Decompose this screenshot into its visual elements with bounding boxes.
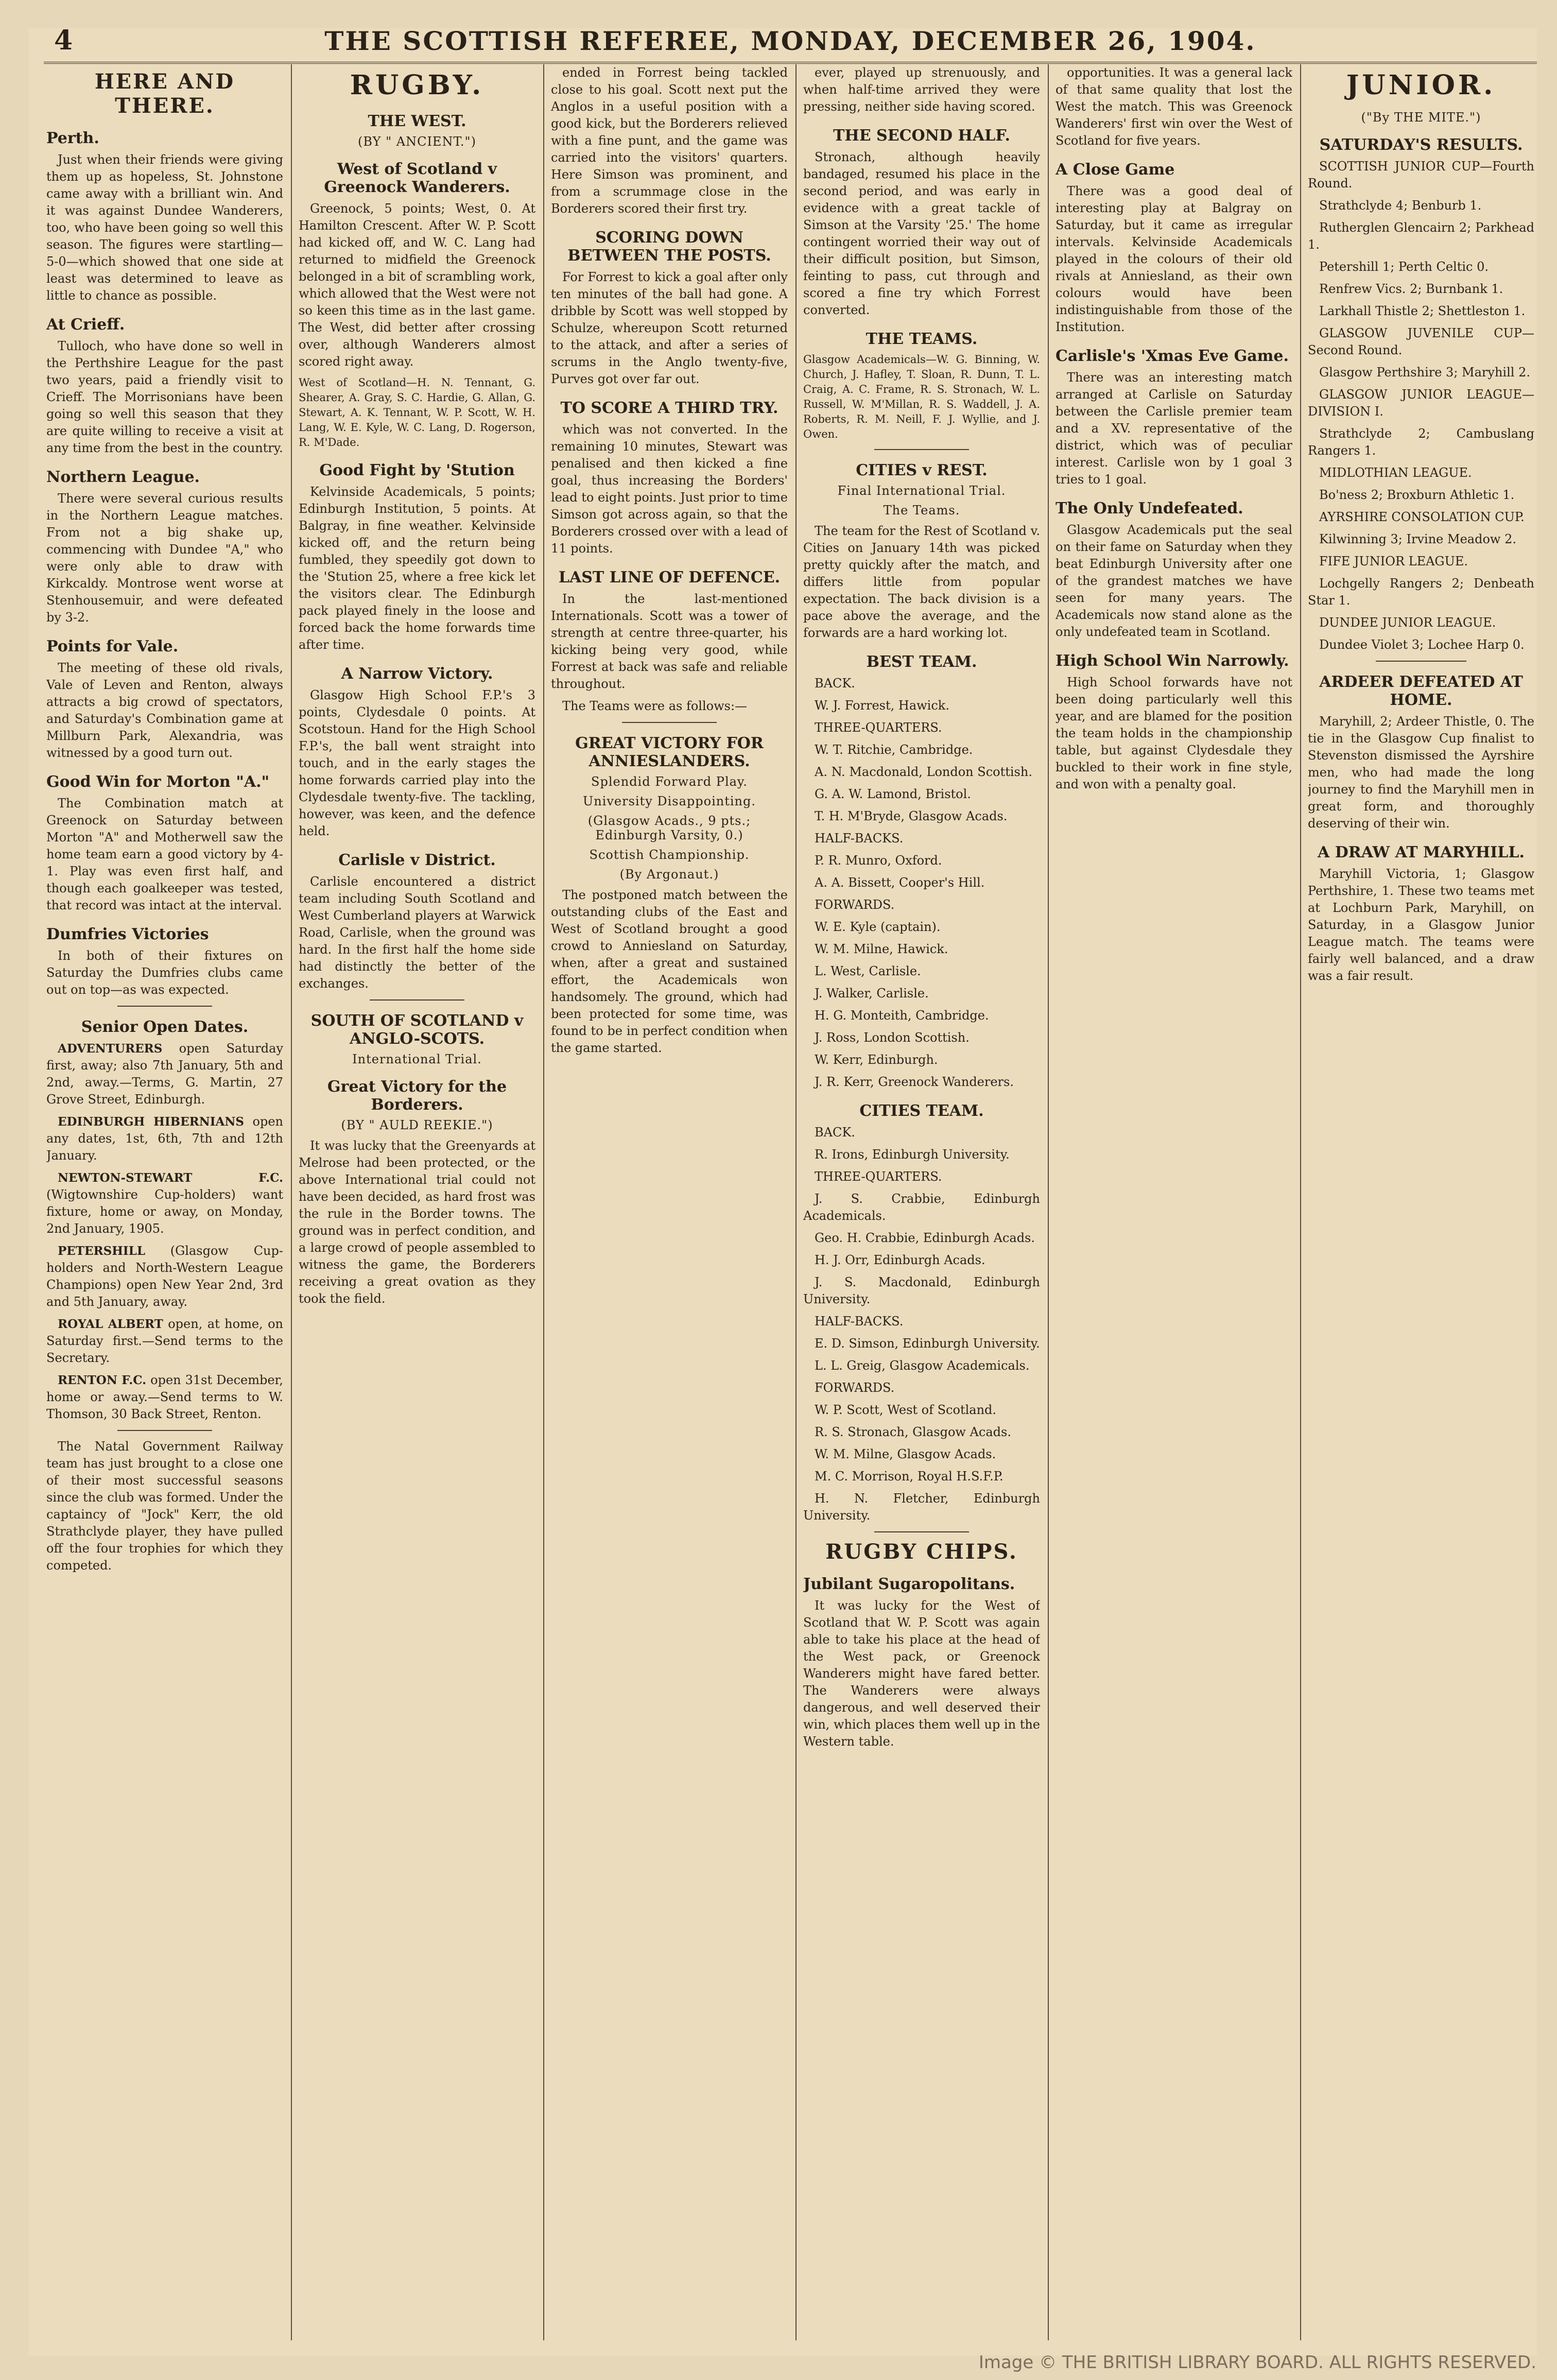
team-line: FORWARDS. (815, 898, 895, 912)
result-line: Larkhall Thistle 2; Shettleston 1. (1319, 304, 1526, 318)
team-line: R. Irons, Edinburgh University. (815, 1147, 1010, 1162)
article-subheading: International Trial. (352, 1052, 482, 1066)
ad-title: NEWTON-STEWART F.C. (58, 1171, 283, 1185)
column-rule (795, 64, 797, 2340)
article-heading: Great Victory for the Borderers. (327, 1078, 507, 1114)
team-line: G. A. W. Lamond, Bristol. (815, 787, 971, 801)
article-heading: CITIES v REST. (856, 461, 988, 479)
article-text: The postponed match between the outstanding clubs of the East and West of Scotland brought a good crowd to Anniesland on Saturday, when, after a great and sustained effort, the Academicals won handsomely. The ground, which had been protected for some time, was found to be in perfect condition when the game started. (551, 888, 788, 1055)
result-line: DUNDEE JUNIOR LEAGUE. (1319, 615, 1496, 630)
team-line: J. Ross, London Scottish. (815, 1030, 970, 1045)
article-text: Maryhill, 2; Ardeer Thistle, 0. The tie in the Glasgow Cup finalist to Stevenston dismissed the Ayrshire men, who had made the long journey to find the Maryhill men in great form, and thoroughly deserving of their win. (1308, 714, 1534, 831)
team-line: BACK. (815, 676, 855, 691)
article-heading: West of Scotland v Greenock Wanderers. (324, 160, 510, 196)
divider (117, 1006, 212, 1007)
article-heading: Dumfries Victories (46, 925, 209, 943)
article-subheading: Splendid Forward Play. (591, 774, 748, 789)
article-text: Glasgow High School F.P.'s 3 points, Clydesdale 0 points. At Scotstoun. Hand for the High School F.P.'s, the ball went straight into touch, and in the early stages the home forwards carried play into the Clydesdale twenty-five. The tackling, however, was keen, and the defence held. (299, 688, 535, 838)
team-line: THREE-QUARTERS. (815, 1169, 942, 1184)
ad-text: (Wigtownshire Cup-holders) want fixture, home or away, on Monday, 2nd January, 1905. (46, 1187, 283, 1236)
result-line: Petershill 1; Perth Celtic 0. (1319, 260, 1489, 274)
divider (622, 722, 717, 723)
team-line: P. R. Munro, Oxford. (815, 853, 942, 868)
team-heading: BEST TEAM. (866, 653, 977, 671)
team-line: L. West, Carlisle. (815, 964, 921, 978)
article-subheading: University Disappointing. (582, 794, 756, 808)
result-line: FIFE JUNIOR LEAGUE. (1319, 554, 1468, 568)
column-junior (1308, 64, 1534, 2340)
article-heading: A Close Game (1056, 161, 1175, 179)
result-line: Strathclyde 2; Cambuslang Rangers 1. (1308, 426, 1534, 458)
ad-title: PETERSHILL (58, 1244, 146, 1258)
team-line: M. C. Morrison, Royal H.S.F.P. (815, 1469, 1004, 1484)
article-text: The meeting of these old rivals, Vale of Leven and Renton, always attracts a big crowd of spectators, and Saturday's Combination game at Millburn Park, Alexandria, was witnessed by a good turn out. (46, 661, 283, 760)
divider (1376, 661, 1466, 662)
article-text: opportunities. It was a general lack of that same quality that lost the West the match. This was Greenock Wanderers' first win over the West of Scotland for five years. (1056, 65, 1292, 148)
article-heading: Good Win for Morton "A." (46, 773, 270, 791)
team-line: A. N. Macdonald, London Scottish. (815, 765, 1032, 779)
byline: ("By THE MITE.") (1361, 110, 1481, 125)
result-line: AYRSHIRE CONSOLATION CUP. (1319, 510, 1525, 524)
team-line: H. N. Fletcher, Edinburgh University. (803, 1491, 1040, 1523)
team-list: West of Scotland—H. N. Tennant, G. Shearer, A. Gray, S. C. Hardie, G. Allan, G. Stewart, A. K. Tennant, W. P. Scott, W. H. Lang, W. E. Kyle, W. C. Lang, D. Rogerson, R. M'Dade. (299, 376, 535, 449)
article-text: Stronach, although heavily bandaged, resumed his place in the second period, and was early in evidence with a great tackle of Simson at the Varsity '25.' The home contingent worried their way out of their difficult position, but Simson, feinting to pass, cut through and scored a fine try which Forrest converted. (803, 150, 1040, 317)
classified-ad (46, 1113, 283, 1164)
article-text: In both of their fixtures on Saturday the Dumfries clubs came out on top—as was expected. (46, 948, 283, 997)
section-subheading: LAST LINE OF DEFENCE. (558, 568, 781, 587)
article-heading: Good Fight by 'Stution (319, 461, 515, 479)
article-text: There was an interesting match arranged at Carlisle on Saturday between the Carlisle premier team and a XV. representative of the district, which was of peculiar interest. Carlisle won by 1 goal 3 tries to 1 goal. (1056, 370, 1292, 487)
column-rugby (299, 64, 535, 2340)
best-team-list (803, 675, 1040, 1091)
article-text: Just when their friends were giving them up as hopeless, St. Johnstone came away with a brilliant win. And it was against Dundee Wanderers, too, who have been going so well this season. The figures were startling—5-0—which showed that one side at least was determined to leave as little to chance as possible. (46, 152, 283, 303)
newspaper-title: THE SCOTTISH REFEREE, MONDAY, DECEMBER 26, 1904. (324, 26, 1256, 56)
article-text: The Combination match at Greenock on Saturday between Morton "A" and Motherwell saw the home team earn a good victory by 4-1. Play was even first half, and though each goalkeeper was tested, that record was intact at the interval. (46, 796, 283, 912)
team-line: W. M. Milne, Glasgow Acads. (815, 1447, 996, 1461)
byline: (BY " AULD REEKIE.") (341, 1118, 493, 1132)
team-line: W. T. Ritchie, Cambridge. (815, 743, 973, 757)
team-line: H. J. Orr, Edinburgh Acads. (815, 1253, 985, 1267)
team-line: J. S. Macdonald, Edinburgh University. (803, 1275, 1040, 1306)
article-text: High School forwards have not been doing particularly well this year, and are blamed for the position the team holds in the championship table, but against Clydesdale they buckled to their work in fine style, and won with a penalty goal. (1056, 675, 1292, 791)
ad-text: open 31st December, home or away.—Send terms to W. Thomson, 30 Back Street, Renton. (46, 1373, 283, 1421)
image-credit: Image © THE BRITISH LIBRARY BOARD. ALL RIGHTS RESERVED. (978, 2352, 1536, 2373)
team-line: HALF-BACKS. (815, 1314, 904, 1329)
ad-text: (Glasgow Cup-holders and North-Western League Champions) open New Year 2nd, 3rd and 5th January, away. (46, 1244, 283, 1309)
team-line: R. S. Stronach, Glasgow Acads. (815, 1425, 1011, 1439)
results-heading: SATURDAY'S RESULTS. (1319, 136, 1523, 154)
article-heading: Northern League. (46, 468, 200, 486)
team-line: W. E. Kyle (captain). (815, 920, 941, 934)
column-rule (1048, 64, 1049, 2340)
result-line: Renfrew Vics. 2; Burnbank 1. (1319, 282, 1503, 296)
result-line: Dundee Violet 3; Lochee Harp 0. (1319, 637, 1525, 652)
results-list (1308, 158, 1534, 653)
team-line: W. M. Milne, Hawick. (815, 942, 948, 956)
team-line: J. Walker, Carlisle. (815, 986, 929, 1001)
article-subheading: Final International Trial. (837, 484, 1006, 498)
article-text: It was lucky for the West of Scotland that W. P. Scott was again able to take his place at the head of the West pack, or Greenock Wanderers might have fared better. The Wanderers were always dangerous, and well deserved their win, which places them well up in the Western table. (803, 1598, 1040, 1749)
team-line: L. L. Greig, Glasgow Academicals. (815, 1358, 1030, 1373)
ad-text: open, at home, on Saturday first.—Send terms to the Secretary. (46, 1317, 283, 1365)
column-rule (291, 64, 292, 2340)
team-line: W. J. Forrest, Hawick. (815, 698, 949, 713)
article-text: In the last-mentioned Internationals. Scott was a tower of strength at centre three-quarter, his kicking being very good, while Forrest at back was safe and reliable throughout. (551, 592, 788, 691)
byline: (BY " ANCIENT.") (358, 134, 476, 149)
result-line: Strathclyde 4; Benburb 1. (1319, 198, 1482, 213)
page-number: 4 (54, 25, 73, 56)
result-line: Bo'ness 2; Broxburn Athletic 1. (1319, 488, 1515, 502)
classified-ad (46, 1316, 283, 1367)
masthead (44, 21, 1537, 64)
article-text: Kelvinside Academicals, 5 points; Edinburgh Institution, 5 points. At Balgray, in fine weather. Kelvinside kicked off, and the return being fumbled, they speedily got down to the 'Stution 25, where a free kick let the visitors clear. The Edinburgh pack played finely in the loose and forced back the home forwards time after time. (299, 485, 535, 652)
result-line: SCOTTISH JUNIOR CUP—Fourth Round. (1308, 159, 1534, 191)
article-heading: SOUTH OF SCOTLAND v ANGLO-SCOTS. (310, 1012, 524, 1048)
article-text: ended in Forrest being tackled close to his goal. Scott next put the Anglos in a useful position with a good kick, but the Borderers relieved with a fine punt, and the game was carried into the visitors' quarters. Here Simson was prominent, and from a scrummage close in the Borderers scored their first try. (551, 65, 788, 216)
article-text: The Teams were as follows:— (562, 699, 748, 713)
classified-ad (46, 1372, 283, 1423)
column-rugby-notes (1056, 64, 1292, 2340)
result-line: GLASGOW JUVENILE CUP—Second Round. (1308, 326, 1534, 357)
team-line: W. Kerr, Edinburgh. (815, 1053, 938, 1067)
article-text: Greenock, 5 points; West, 0. At Hamilton Crescent. After W. P. Scott had kicked off, and W. C. Lang had returned to midfield the Greenock belonged in a bit of scrambling work, which allowed that the West were not so keen this time as in the last game. The West, did better after crossing over, although Wanderers almost scored right away. (299, 201, 535, 369)
column-rule (543, 64, 544, 2340)
team-line: J. R. Kerr, Greenock Wanderers. (815, 1075, 1014, 1089)
section-heading: RUGBY CHIPS. (825, 1540, 1018, 1564)
ad-title: ADVENTURERS (58, 1042, 163, 1056)
team-list: Glasgow Academicals—W. G. Binning, W. Church, J. Hafley, T. Sloan, R. Dunn, T. L. Craig, A. C. Frame, R. S. Stronach, W. L. Russell, W. M'Millan, R. S. Waddell, J. A. Roberts, R. M. Neill, F. J. Wyllie, and J. Owen. (803, 353, 1040, 440)
article-text: Carlisle encountered a district team including South Scotland and West Cumberland players at Warwick Road, Carlisle, when the ground was hard. In the first half the home side had distinctly the better of the exchanges. (299, 874, 535, 991)
section-subheading: SCORING DOWN BETWEEN THE POSTS. (567, 229, 771, 265)
ad-title: ROYAL ALBERT (58, 1317, 163, 1331)
article-text: It was lucky that the Greenyards at Melrose had been protected, or the above International trial could not have been decided, as hard frost was the rule in the Border towns. The ground was in perfect condition, and a large crowd of people assembled to witness the game, the Borderers receiving a great ovation as they took the field. (299, 1139, 535, 1306)
section-subheading: THE SECOND HALF. (833, 127, 1010, 145)
team-line: H. G. Monteith, Cambridge. (815, 1008, 989, 1023)
classified-ad (46, 1040, 283, 1108)
article-subheading: The Teams. (883, 503, 960, 518)
article-text: There were several curious results in the Northern League matches. From not a big shake up, commencing with Dundee "A," who were only able to draw with Kirkcaldy. Montrose went worse at Stenhousemuir, and were defeated by 3-2. (46, 491, 283, 625)
team-line: Geo. H. Crabbie, Edinburgh Acads. (815, 1231, 1035, 1245)
result-line: GLASGOW JUNIOR LEAGUE—DIVISION I. (1308, 387, 1534, 419)
classified-ad (46, 1169, 283, 1237)
ad-text: open Saturday first, away; also 7th January, 5th and 2nd, away.—Terms, G. Martin, 27 Grove Street, Edinburgh. (46, 1041, 283, 1107)
sub-heading: THE WEST. (368, 112, 466, 130)
article-heading: Carlisle v District. (338, 851, 496, 869)
article-text: Glasgow Academicals put the seal on their fame on Saturday when they beat Edinburgh University after one of the grandest matches we have seen for many years. The Academicals now stand alone as the only undefeated team in Scotland. (1056, 523, 1292, 639)
article-text: There was a good deal of interesting play at Balgray on Saturday, but it came as irregular intervals. Kelvinside Academicals played in the colours of their old rivals at Anniesland, as their own colours would have been indistinguishable from those of the Institution. (1056, 184, 1292, 334)
article-heading: Jubilant Sugaropolitans. (803, 1575, 1015, 1593)
team-line: HALF-BACKS. (815, 831, 904, 846)
result-line: Kilwinning 3; Irvine Meadow 2. (1319, 532, 1516, 546)
result-line: Lochgelly Rangers 2; Denbeath Star 1. (1308, 576, 1534, 608)
divider (874, 449, 969, 450)
article-text: The Natal Government Railway team has just brought to a close one of their most successful seasons since the club was formed. Under the captaincy of "Jock" Kerr, the old Strathclyde player, they have pulled off the four trophies for which they competed. (46, 1439, 283, 1573)
team-line: J. S. Crabbie, Edinburgh Academicals. (803, 1192, 1040, 1223)
divider (117, 1430, 212, 1431)
article-heading: Carlisle's 'Xmas Eve Game. (1056, 347, 1289, 365)
team-line: T. H. M'Bryde, Glasgow Acads. (815, 809, 1008, 823)
article-text: ever, played up strenuously, and when half-time arrived they were pressing, neither side having scored. (803, 65, 1040, 114)
article-text: The team for the Rest of Scotland v. Cities on January 14th was picked pretty quickly after the match, and differs little from popular expectation. The back division is a pace above the average, and the forwards are a hard working lot. (803, 524, 1040, 640)
team-heading: CITIES TEAM. (859, 1102, 984, 1120)
section-heading: JUNIOR. (1346, 70, 1496, 101)
ad-title: EDINBURGH HIBERNIANS (58, 1115, 244, 1129)
team-line: FORWARDS. (815, 1381, 895, 1395)
byline: (By Argonaut.) (619, 867, 719, 882)
team-line: W. P. Scott, West of Scotland. (815, 1403, 997, 1417)
article-heading: ARDEER DEFEATED AT HOME. (1319, 673, 1523, 709)
team-line: E. D. Simson, Edinburgh University. (815, 1336, 1040, 1351)
article-heading: At Crieff. (46, 316, 125, 334)
result-line: MIDLOTHIAN LEAGUE. (1319, 465, 1472, 480)
column-teams (803, 64, 1040, 2340)
section-subheading: TO SCORE A THIRD TRY. (560, 399, 778, 417)
column-here-and-there (46, 64, 283, 2340)
article-subheading: Scottish Championship. (589, 848, 750, 862)
article-heading: Points for Vale. (46, 637, 179, 656)
divider (874, 1531, 969, 1532)
section-subheading: THE TEAMS. (866, 330, 978, 348)
cities-team-list (803, 1124, 1040, 1524)
article-text: For Forrest to kick a goal after only ten minutes of the ball had gone. A dribble by Scott was well stopped by Schulze, whereupon Scott returned to the attack, and after a series of scrums in the Anglo twenty-five, Purves got over far out. (551, 270, 788, 386)
classified-ad (46, 1243, 283, 1310)
section-heading: RUGBY. (350, 70, 485, 101)
column-rugby-continued (551, 64, 788, 2340)
score-line: (Glasgow Acads., 9 pts.; Edinburgh Varsity, 0.) (587, 814, 751, 842)
article-text: Tulloch, who have done so well in the Perthshire League for the past two years, paid a friendly visit to Crieff. The Morrisonians have been going so well this season that they are quite willing to receive a visit at any time from the best in the country. (46, 339, 283, 455)
team-line: BACK. (815, 1125, 855, 1140)
article-heading: Perth. (46, 129, 99, 147)
ad-title: RENTON F.C. (58, 1373, 147, 1387)
article-text: which was not converted. In the remaining 10 minutes, Stewart was penalised and then kicked a fine goal, thus increasing the Borders' lead to eight points. Just prior to time Simson got across again, so that the Borderers crossed over with a lead of 11 points. (551, 422, 788, 556)
team-line: A. A. Bissett, Cooper's Hill. (815, 875, 985, 890)
ad-text: open any dates, 1st, 6th, 7th and 12th January. (46, 1114, 283, 1163)
section-heading: HERE AND THERE. (94, 70, 235, 118)
article-heading: A Narrow Victory. (341, 665, 493, 683)
article-heading: GREAT VICTORY FOR ANNIESLANDERS. (575, 734, 764, 770)
open-dates-heading: Senior Open Dates. (81, 1018, 249, 1036)
column-rule (1300, 64, 1301, 2340)
article-heading: A DRAW AT MARYHILL. (1318, 843, 1525, 861)
result-line: Rutherglen Glencairn 2; Parkhead 1. (1308, 220, 1534, 252)
result-line: Glasgow Perthshire 3; Maryhill 2. (1319, 365, 1530, 380)
article-heading: The Only Undefeated. (1056, 499, 1243, 518)
article-heading: High School Win Narrowly. (1056, 652, 1289, 670)
divider (370, 999, 464, 1001)
team-line: THREE-QUARTERS. (815, 720, 942, 735)
article-text: Maryhill Victoria, 1; Glasgow Perthshire, 1. These two teams met at Lochburn Park, Maryhill, on Saturday, in a Glasgow Junior League match. The teams were fairly well balanced, and a draw was a fair result. (1308, 867, 1534, 983)
